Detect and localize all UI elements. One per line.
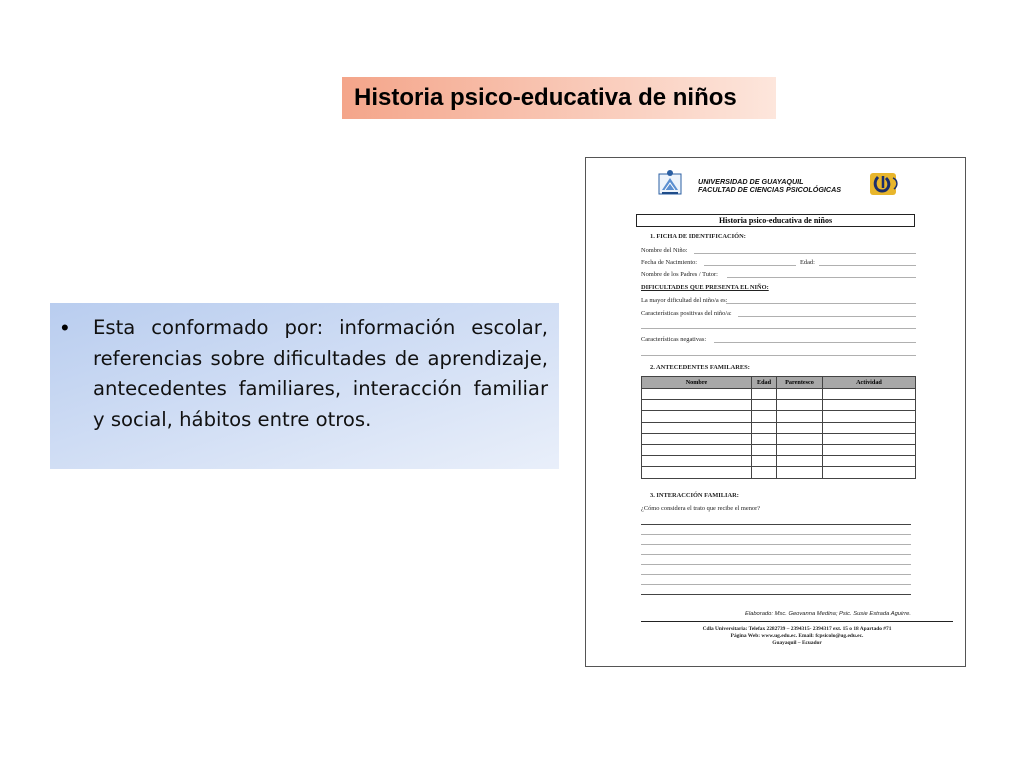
answer-line	[641, 584, 911, 585]
form-title: Historia psico-educativa de niños	[636, 214, 915, 227]
field-positivas-line	[738, 316, 916, 317]
footer-city: Guayaquil – Ecuador	[772, 640, 822, 646]
slide-title: Historia psico-educativa de niños	[342, 77, 776, 119]
faculty-name: FACULTAD DE CIENCIAS PSICOLÓGICAS	[698, 185, 842, 194]
field-edad-label: Edad:	[800, 259, 815, 266]
field-negativas-line	[714, 342, 916, 343]
section3-heading: 3. INTERACCIÓN FAMILIAR:	[650, 492, 739, 499]
bullet-item	[61, 313, 548, 435]
col-nombre: Nombre	[642, 377, 752, 389]
field-edad-line	[819, 265, 916, 266]
form-document-image	[585, 157, 966, 667]
bullet-box	[50, 303, 559, 469]
table-row	[642, 444, 916, 455]
answer-line	[641, 534, 911, 535]
table-row	[642, 433, 916, 444]
field-nombre-line	[694, 253, 916, 254]
field-positivas-line-2	[641, 328, 916, 329]
table-row	[642, 411, 916, 422]
table-row	[642, 422, 916, 433]
answer-line	[641, 554, 911, 555]
field-nombre-label: Nombre del Niño:	[641, 247, 688, 254]
field-negativas-line-2	[641, 355, 916, 356]
university-logo-icon	[656, 168, 684, 196]
table-row	[642, 400, 916, 411]
col-actividad: Actividad	[823, 377, 916, 389]
difficulties-heading: DIFICULTADES QUE PRESENTA EL NIÑO:	[641, 284, 769, 291]
answer-line	[641, 544, 911, 545]
field-fecha-label: Fecha de Nacimiento:	[641, 259, 698, 266]
footer-web-email: Página Web: www.ug.edu.ec. Email: fcpsicolo@ug.edu.ec.	[730, 633, 864, 639]
answer-line	[641, 594, 911, 595]
elaborado-credit: Elaborado: Msc. Geovanna Medina; Psic. Susie Estrada Aguirre.	[744, 611, 911, 617]
table-row	[642, 467, 916, 478]
bullet-text: Esta conformado por: información escolar, referencias sobre dificultades de aprendizaje, antecedentes familiares, interacción familiar y social, hábitos entre otros.	[93, 316, 548, 431]
section3-question: ¿Cómo considera el trato que recibe el menor?	[641, 505, 761, 512]
section2-heading: 2. ANTECEDENTES FAMILARES:	[650, 364, 750, 371]
field-mayor-line	[726, 303, 916, 304]
university-name: UNIVERSIDAD DE GUAYAQUIL	[698, 177, 804, 186]
table-row	[642, 389, 916, 400]
university-header	[698, 178, 841, 194]
answer-line	[641, 564, 911, 565]
answer-line	[641, 574, 911, 575]
field-mayor-label: La mayor dificultad del niño/a es:	[641, 297, 728, 304]
footer-divider	[641, 621, 953, 622]
answer-line	[641, 524, 911, 525]
bullet-dot-icon: •	[61, 315, 69, 340]
faculty-logo-icon	[869, 172, 899, 196]
field-positivas-label: Características positivas del niño/a:	[641, 310, 732, 317]
col-parentesco: Parentesco	[777, 377, 823, 389]
family-table-header	[642, 377, 916, 389]
table-row	[642, 456, 916, 467]
family-table	[641, 376, 916, 479]
field-padres-label: Nombre de los Padres / Tutor:	[641, 271, 718, 278]
section1-heading: 1. FICHA DE IDENTIFICACIÓN:	[650, 233, 746, 240]
field-fecha-line	[704, 265, 796, 266]
field-negativas-label: Características negativas:	[641, 336, 707, 343]
footer-address: Cdla Universitaria: Telefax 2282739 – 2394315- 2394317 ext. 15 o 18 Apartado #71	[702, 626, 892, 632]
field-padres-line	[727, 277, 916, 278]
col-edad: Edad	[752, 377, 777, 389]
